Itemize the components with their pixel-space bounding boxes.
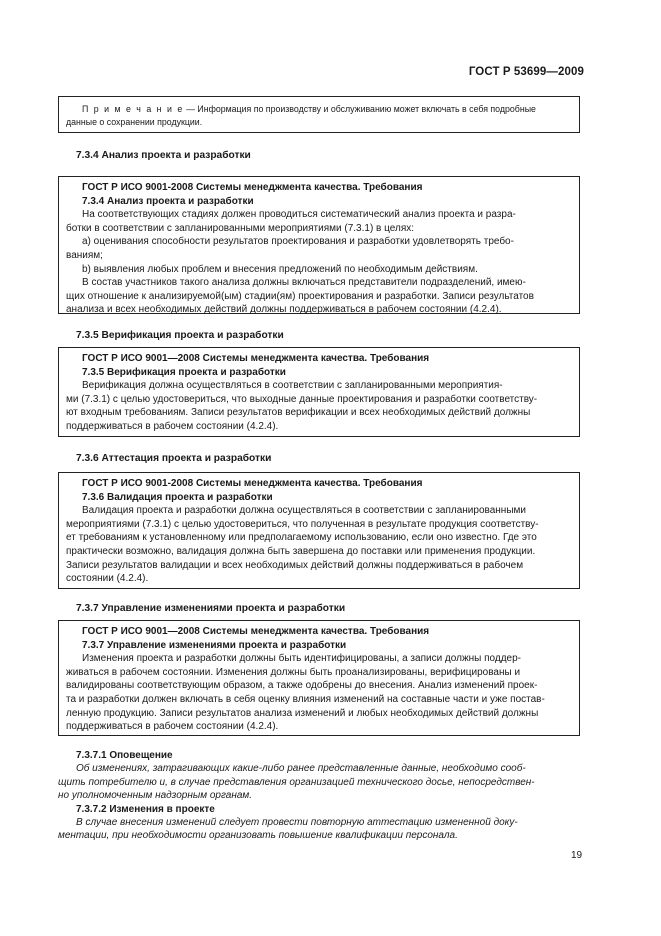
box-subtitle: 7.3.6 Валидация проекта и разработки (82, 491, 273, 503)
box-line: На соответствующих стадиях должен проводиться систематический анализ проекта и разра- (82, 209, 516, 221)
box-subtitle: 7.3.5 Верификация проекта и разработки (82, 366, 286, 378)
section-heading-7-3-6: 7.3.6 Аттестация проекта и разработки (76, 453, 272, 464)
standard-code-header: ГОСТ Р 53699—2009 (468, 66, 584, 78)
box-line: практически возможно, валидация должна быть завершена до поставки или применения продукции. (66, 545, 536, 557)
body-line: но уполномоченным надзорным органам. (58, 790, 253, 802)
box-line: поддерживаться в рабочем состоянии (4.2.4). (66, 721, 279, 733)
box-title: ГОСТ Р ИСО 9001-2008 Системы менеджмента качества. Требования (82, 182, 423, 193)
box-line: Валидация проекта и разработки должна осуществляться в соответствии с запланированными (82, 505, 526, 517)
box-title: ГОСТ Р ИСО 9001—2008 Системы менеджмента качества. Требования (82, 626, 430, 637)
box-line: живаться в рабочем состоянии. Изменения должны быть проанализированы, верифицированы и (66, 666, 521, 678)
box-line: мероприятиями (7.3.1) с целью удостовериться, что полученная в результате продукция соответству- (66, 518, 539, 530)
section-heading-7-3-5: 7.3.5 Верификация проекта и разработки (76, 330, 284, 341)
page-number: 19 (571, 850, 583, 861)
body-line: В случае внесения изменений следует провести повторную аттестацию измененной доку- (76, 817, 518, 829)
box-line: В состав участников такого анализа должны включаться представители подразделений, имею- (82, 277, 526, 289)
box-line: валидированы соответствующим образом, а также одобрены до внесения. Анализ изменений проек- (66, 680, 538, 692)
box-line: состоянии (4.2.4). (66, 573, 149, 585)
body-line: Об изменениях, затрагивающих какие-либо ранее представленные данные, необходимо сооб- (76, 763, 526, 775)
box-line: поддерживаться в рабочем состоянии (4.2.4). (66, 420, 279, 432)
section-heading-7-3-4: 7.3.4 Анализ проекта и разработки (76, 150, 251, 161)
subsection-heading: 7.3.7.1 Оповещение (76, 750, 173, 761)
box-line: ми (7.3.1) с целью удостовериться, что выходные данные проектирования и разработки соответству- (66, 393, 538, 405)
quote-box-7-3-7 (58, 620, 580, 736)
box-title: ГОСТ Р ИСО 9001—2008 Системы менеджмента качества. Требования (82, 353, 430, 364)
note-text: — Информация по производству и обслуживанию может включать в себя подробные (183, 104, 536, 114)
box-line: b) выявления любых проблем и внесения предложений по необходимым действиям. (82, 263, 478, 275)
quote-box-7-3-5 (58, 347, 580, 437)
note-line-2: данные о сохранении продукции. (66, 117, 203, 127)
box-title: ГОСТ Р ИСО 9001-2008 Системы менеджмента качества. Требования (82, 478, 423, 489)
note-label: П р и м е ч а н и е (82, 104, 184, 114)
box-line: ет требованиям к установленному или предполагаемому использованию, если оно известно. Где это (66, 532, 537, 544)
box-line: а) оценивания способности результатов проектирования и разработки удовлетворять требо- (82, 236, 514, 248)
box-line: Записи результатов валидации и всех необходимых действий должны поддерживаться в рабочем (66, 559, 524, 571)
box-line: Изменения проекта и разработки должны быть идентифицированы, а записи должны поддер- (82, 653, 522, 665)
box-line: ваниям; (66, 249, 103, 261)
body-line: ментации, при необходимости организовать повышение квалификации персонала. (58, 830, 458, 842)
body-line: щить потребителю и, в случае представления организацией технического досье, непосредствен- (58, 776, 535, 788)
section-heading-7-3-7: 7.3.7 Управление изменениями проекта и разработки (76, 603, 346, 614)
subsection-7-3-7-1 (58, 749, 580, 843)
box-subtitle: 7.3.4 Анализ проекта и разработки (82, 195, 254, 207)
quote-box-7-3-6 (58, 472, 580, 589)
box-line: ботки в соответствии с запланированными мероприятиями (7.3.1) в целях: (66, 222, 415, 234)
subsection-heading: 7.3.7.2 Изменения в проекте (76, 803, 215, 815)
quote-box-7-3-4 (58, 176, 580, 314)
note-line-1 (82, 103, 571, 116)
box-line: щих отношение к анализируемой(ым) стадии(ям) проектирования и разработки. Записи результатов (66, 290, 534, 302)
box-line: та и разработки должен включать в себя оценку влияния изменений на составные части и уже постав- (66, 693, 545, 705)
box-line: ленную продукцию. Записи результатов анализа изменений и любых необходимых действий должны (66, 707, 539, 719)
box-line: анализа и всех необходимых действий должны поддерживаться в рабочем состоянии (4.2.4). (66, 304, 502, 316)
box-subtitle: 7.3.7 Управление изменениями проекта и разработки (82, 639, 347, 651)
box-line: Верификация должна осуществляться в соответствии с запланированными мероприятия- (82, 380, 503, 392)
box-line: ют входным требованиям. Записи результатов верификации и всех необходимых действий должны (66, 407, 531, 419)
note-box (58, 96, 580, 133)
